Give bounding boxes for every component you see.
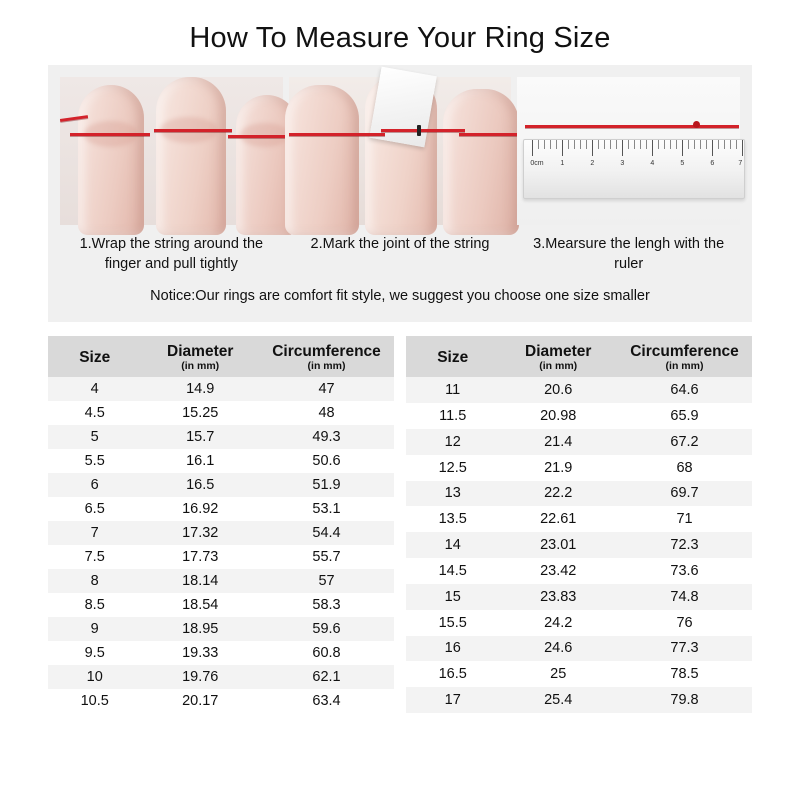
cell-diameter: 23.83: [540, 588, 577, 605]
cell-size: 11.5: [439, 407, 467, 424]
cell-circumference: 71: [676, 511, 693, 528]
marking-string-joint-photo: [289, 77, 512, 225]
fingers-with-string-photo: [60, 77, 283, 225]
cell-diameter: 18.95: [182, 621, 219, 638]
cell-circumference: 49.3: [312, 429, 341, 446]
red-string: [525, 125, 739, 128]
cell-size: 16.5: [438, 666, 467, 683]
cell-diameter: 20.6: [544, 382, 573, 399]
cell-diameter: 16.5: [186, 477, 215, 494]
red-string: [70, 133, 150, 136]
table-row: [406, 429, 752, 455]
cell-circumference: 67.2: [670, 433, 699, 450]
table-header-row: [406, 336, 752, 377]
cell-size: 8.5: [84, 597, 105, 614]
table-row: [406, 506, 752, 532]
header-diameter-label: Diameter: [525, 343, 592, 361]
cell-size: 14.5: [438, 562, 467, 579]
table-row: [406, 687, 752, 713]
table-row: [48, 665, 394, 689]
size-table-left: [48, 336, 394, 713]
cell-size: 14: [444, 537, 461, 554]
ruler-label: 5: [680, 160, 685, 167]
cell-circumference: 55.7: [312, 549, 341, 566]
table-row: [406, 532, 752, 558]
table-row: [48, 497, 394, 521]
table-row: [406, 584, 752, 610]
cell-circumference: 59.6: [312, 621, 341, 638]
cell-diameter: 21.9: [544, 459, 573, 476]
red-string: [381, 129, 465, 132]
ruler-measuring-string-photo: [517, 77, 743, 225]
cell-size: 12.5: [438, 459, 467, 476]
table-row: [406, 377, 752, 403]
size-table-right-body: [406, 377, 752, 713]
table-row: [48, 569, 394, 593]
cell-size: 6: [90, 477, 99, 494]
cell-size: 10: [86, 669, 103, 686]
cell-circumference: 63.4: [312, 693, 341, 710]
cell-circumference: 47: [318, 381, 335, 398]
cell-diameter: 22.2: [544, 485, 573, 502]
cell-diameter: 16.1: [186, 453, 215, 470]
cell-size: 10.5: [80, 693, 109, 710]
cell-diameter: 16.92: [182, 501, 219, 518]
table-row: [48, 473, 394, 497]
instructions-panel: [48, 65, 752, 322]
cell-size: 8: [90, 573, 99, 590]
cell-diameter: 24.2: [544, 614, 573, 631]
ruler-label: 0cm: [530, 160, 544, 167]
table-row: [48, 425, 394, 449]
header-circumference-unit: (in mm): [665, 360, 704, 373]
table-row: [48, 641, 394, 665]
cell-size: 9: [90, 621, 99, 638]
cell-diameter: 19.33: [182, 645, 219, 662]
header-diameter: [141, 336, 259, 377]
table-row: [48, 545, 394, 569]
ruler-label: 7: [738, 160, 743, 167]
cell-size: 7.5: [84, 549, 105, 566]
cell-diameter: 20.17: [182, 693, 219, 710]
red-string: [459, 133, 521, 136]
ruler-label: 2: [590, 160, 595, 167]
size-table-right: [406, 336, 752, 713]
joint-mark: [417, 125, 421, 136]
cell-diameter: 23.01: [540, 537, 577, 554]
cell-circumference: 53.1: [312, 501, 341, 518]
ruler-label: 6: [710, 160, 715, 167]
cell-diameter: 15.7: [186, 429, 215, 446]
cell-diameter: 24.6: [544, 640, 573, 657]
table-row: [406, 661, 752, 687]
cell-circumference: 68: [676, 459, 693, 476]
step-1-caption: 1.Wrap the string around the finger and pull tightly: [79, 236, 264, 272]
header-size: Size: [48, 336, 141, 377]
header-circumference-label: Circumference: [272, 343, 381, 361]
size-tables: [48, 336, 752, 713]
table-header-row: [48, 336, 394, 377]
red-string: [289, 133, 385, 136]
step-3-caption: 3.Mearsure the lengh with the ruler: [533, 236, 725, 272]
ruler: [523, 139, 745, 199]
table-row: [406, 403, 752, 429]
ruler-label: 4: [650, 160, 655, 167]
header-diameter-unit: (in mm): [539, 360, 578, 373]
cell-circumference: 58.3: [312, 597, 341, 614]
notice-text: Notice:Our rings are comfort fit style, we suggest you choose one size smaller: [150, 288, 650, 305]
cell-diameter: 22.61: [540, 511, 577, 528]
cell-size: 9.5: [84, 645, 105, 662]
cell-size: 7: [90, 525, 99, 542]
cell-circumference: 72.3: [670, 537, 699, 554]
cell-size: 16: [444, 640, 461, 657]
ruler-label: 1: [560, 160, 565, 167]
cell-size: 13.5: [438, 511, 467, 528]
cell-diameter: 19.76: [182, 669, 219, 686]
size-table-left-body: [48, 377, 394, 713]
cell-circumference: 77.3: [670, 640, 699, 657]
cell-circumference: 62.1: [312, 669, 341, 686]
cell-circumference: 78.5: [670, 666, 699, 683]
cell-circumference: 69.7: [670, 485, 699, 502]
table-row: [48, 401, 394, 425]
cell-diameter: 20.98: [540, 407, 577, 424]
table-row: [406, 558, 752, 584]
cell-size: 12: [444, 433, 461, 450]
cell-diameter: 14.9: [186, 381, 215, 398]
header-circumference: [617, 336, 752, 377]
cell-diameter: 17.73: [182, 549, 219, 566]
cell-size: 6.5: [84, 501, 105, 518]
header-circumference: [259, 336, 394, 377]
cell-diameter: 21.4: [544, 433, 573, 450]
cell-circumference: 57: [318, 573, 335, 590]
cell-circumference: 54.4: [312, 525, 341, 542]
cell-size: 15.5: [438, 614, 467, 631]
cell-circumference: 65.9: [670, 407, 699, 424]
ruler-label: 3: [620, 160, 625, 167]
cell-circumference: 73.6: [670, 562, 699, 579]
header-diameter-unit: (in mm): [181, 360, 220, 373]
header-diameter: [499, 336, 617, 377]
cell-circumference: 76: [676, 614, 693, 631]
cell-diameter: 25.4: [544, 692, 573, 709]
cell-size: 4.5: [84, 405, 105, 422]
cell-diameter: 23.42: [540, 562, 577, 579]
cell-diameter: 25: [550, 666, 567, 683]
header-circumference-label: Circumference: [630, 343, 739, 361]
table-row: [406, 455, 752, 481]
cell-diameter: 17.32: [182, 525, 219, 542]
table-row: [48, 617, 394, 641]
red-string: [154, 129, 232, 132]
instruction-captions: [60, 235, 740, 274]
cell-circumference: 64.6: [670, 382, 699, 399]
instruction-photos: [60, 77, 743, 225]
table-row: [48, 377, 394, 401]
table-row: [48, 689, 394, 713]
cell-circumference: 79.8: [670, 692, 699, 709]
header-circumference-unit: (in mm): [307, 360, 346, 373]
cell-size: 4: [90, 381, 99, 398]
table-row: [406, 610, 752, 636]
header-diameter-label: Diameter: [167, 343, 234, 361]
cell-size: 5.5: [84, 453, 105, 470]
header-size: Size: [406, 336, 499, 377]
table-row: [48, 593, 394, 617]
step-2-caption: 2.Mark the joint of the string: [310, 236, 490, 252]
table-row: [48, 521, 394, 545]
cell-circumference: 50.6: [312, 453, 341, 470]
cell-circumference: 60.8: [312, 645, 341, 662]
cell-circumference: 74.8: [670, 588, 699, 605]
page-title: How To Measure Your Ring Size: [189, 22, 611, 54]
table-row: [406, 636, 752, 662]
cell-diameter: 18.14: [182, 573, 219, 590]
table-row: [48, 449, 394, 473]
cell-size: 17: [444, 692, 461, 709]
cell-diameter: 18.54: [182, 597, 219, 614]
cell-size: 13: [444, 485, 461, 502]
cell-size: 15: [444, 588, 461, 605]
cell-size: 11: [445, 382, 461, 399]
cell-size: 5: [90, 429, 99, 446]
table-row: [406, 481, 752, 507]
cell-circumference: 51.9: [312, 477, 341, 494]
cell-circumference: 48: [318, 405, 335, 422]
cell-diameter: 15.25: [182, 405, 219, 422]
